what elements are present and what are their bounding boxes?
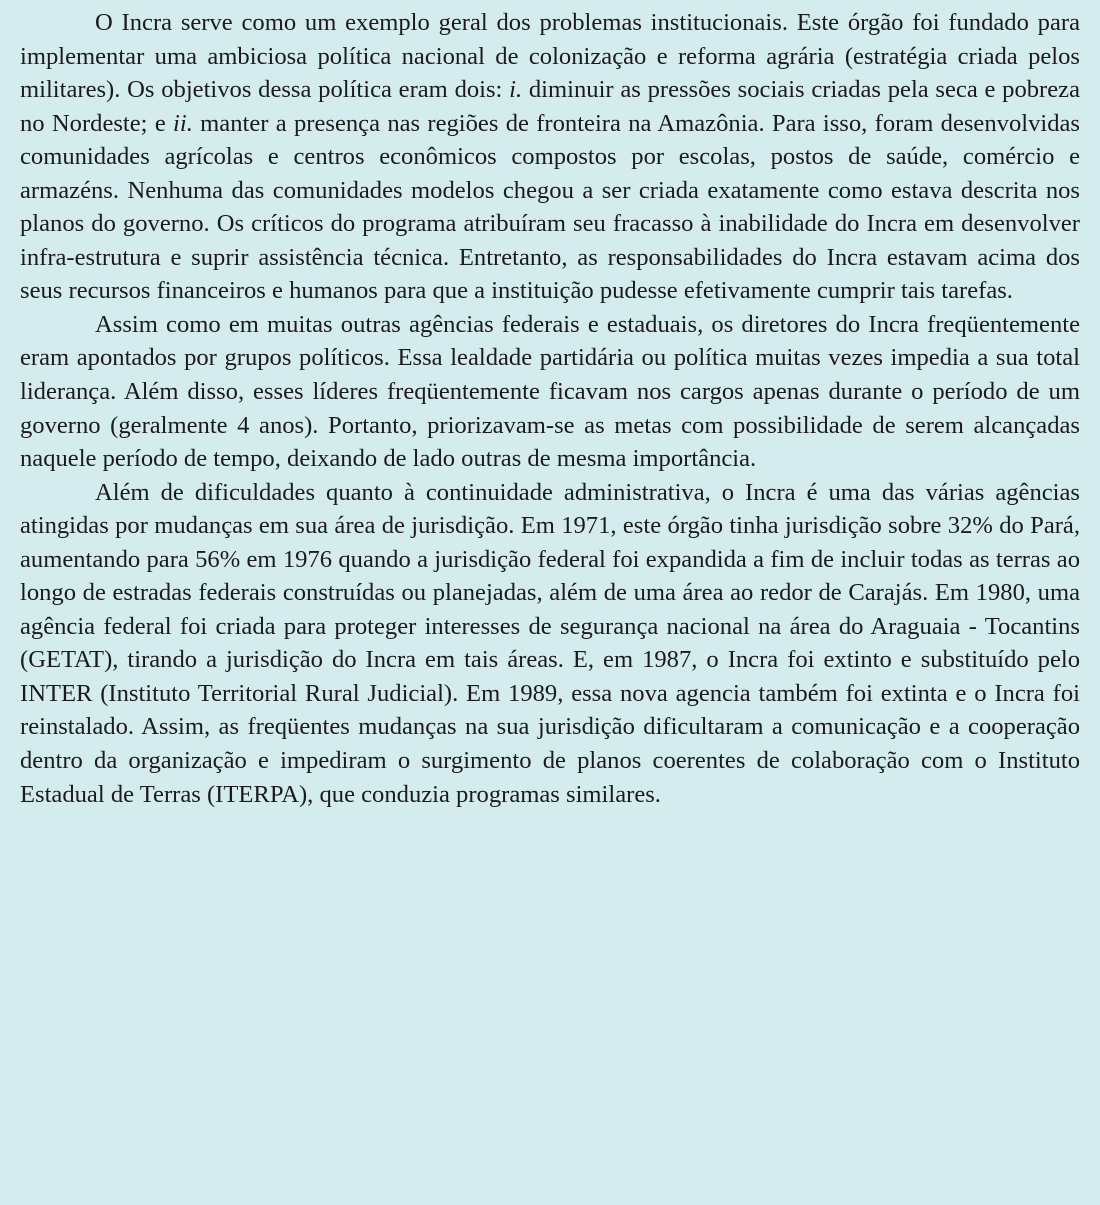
list-marker-i: i. [509,76,523,104]
paragraph-incra-jurisdiction: Além de dificuldades quanto à continuidade administrativa, o Incra é uma das várias agências atingidas por mudanças em sua área de jurisdição. Em 1971, este órgão tinha jurisdição sobre 32% do Pará, aumentando para 56% em 1976 quando a jurisdição federal foi expandida a fim de incluir todas as terras ao longo de estradas federais construídas ou planejadas, além de uma área ao redor de Carajás. Em 1980, uma agência federal foi criada para proteger interesses de segurança nacional na área do Araguaia - Tocantins (GETAT), tirando a jurisdição do Incra em tais áreas. E, em 1987, o Incra foi extinto e substituído pelo INTER (Instituto Territorial Rural Judicial). Em 1989, essa nova agencia também foi extinta e o Incra foi reinstalado. Assim, as freqüentes mudanças na sua jurisdição dificultaram a comunicação e a cooperação dentro da organização e impediram o surgimento de planos coerentes de colaboração com o Instituto Estadual de Terras (ITERPA), que conduzia programas similares. [20,478,1080,808]
list-marker-ii: ii. [173,109,193,137]
paragraph-incra-directors: Assim como em muitas outras agências federais e estaduais, os diretores do Incra freqüentemente eram apontados por grupos políticos. Essa lealdade partidária ou política muitas vezes impedia a sua total liderança. Além disso, esses líderes freqüentemente ficavam nos cargos apenas durante o período de um governo (geralmente 4 anos). Portanto, priorizavam-se as metas com possibilidade de serem alcançadas naquele período de tempo, deixando de lado outras de mesma importância. [20,310,1080,473]
paragraph-text: manter a presença nas regiões de fronteira na Amazônia. Para isso, foram desenvolvidas comunidades agrícolas e centros econômicos compostos por escolas, postos de saúde, comércio e armazéns. Nenhuma das comunidades modelos chegou a ser criada exatamente como estava descrita nos planos do governo. Os críticos do programa atribuíram seu fracasso à inabilidade do Incra em desenvolver infra-estrutura e suprir assistência técnica. Entretanto, as responsabilidades do Incra estavam acima dos seus recursos financeiros e humanos para que a instituição pudesse efetivamente cumprir tais tarefas. [20,109,1080,305]
paragraph-text: diminuir as pressões sociais criadas pela seca e pobreza no Nordeste; e [20,76,1080,137]
paragraph-incra-overview [20,6,1080,308]
paragraph-text: O Incra serve como um exemplo geral dos problemas institucionais. Este órgão foi fundado para implementar uma ambiciosa política nacional de colonização e reforma agrária (estratégia criada pelos militares). Os objetivos dessa política eram dois: [20,9,1080,104]
